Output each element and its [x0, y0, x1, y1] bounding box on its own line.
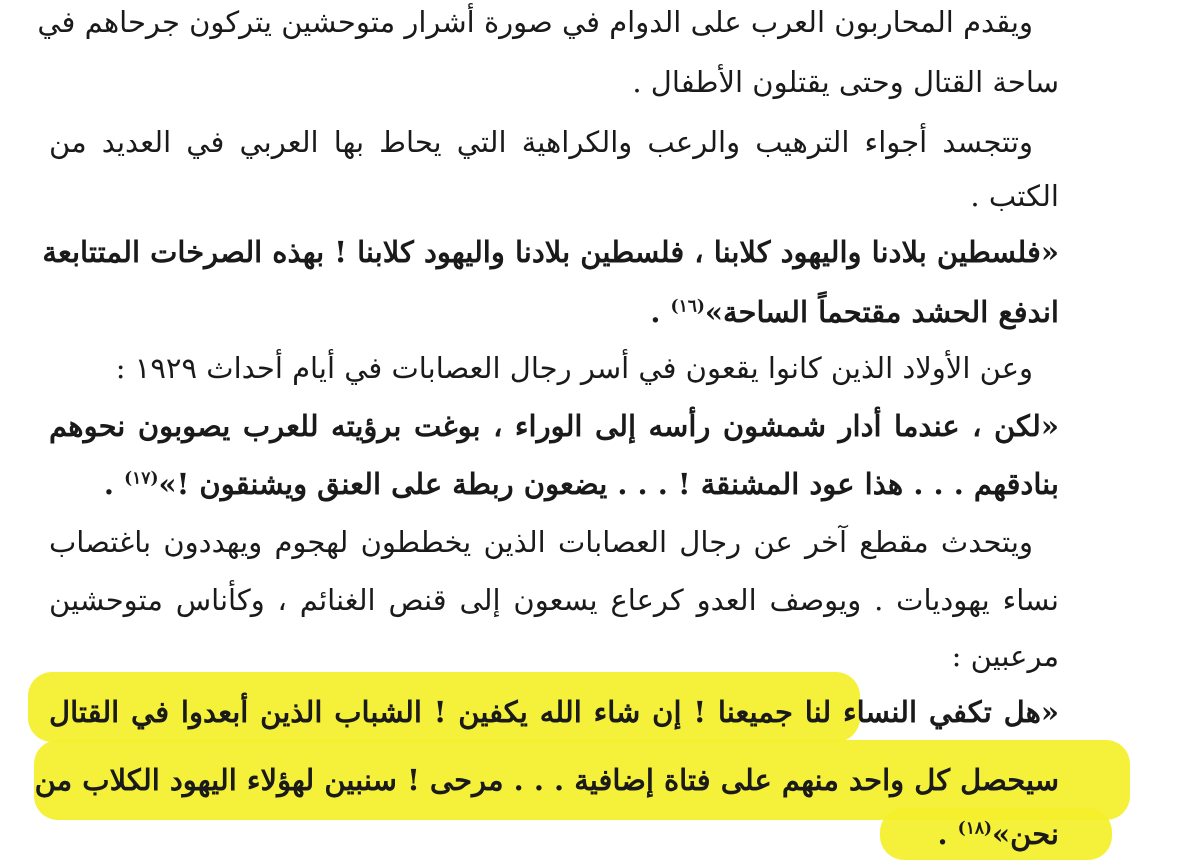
- quote-line: [49, 292, 1059, 332]
- paragraph-line: ساحة القتال وحتى يقتلون الأطفال .: [632, 65, 1059, 99]
- highlighted-quote-line: سيحصل كل واحد منهم على فتاة إضافية . . . مرحى ! سنبين لهؤلاء اليهود الكلاب من: [34, 763, 1059, 797]
- paragraph-line: ويقدم المحاربون العرب على الدوام في صورة أشرار متوحشين يتركون جرحاهم في: [37, 5, 1033, 39]
- paragraph-line: الكتب .: [970, 179, 1059, 213]
- paragraph-line: وتتجسد أجواء الترهيب والرعب والكراهية التي يحاط بها العربي في العديد من: [49, 125, 1033, 159]
- footnote-ref: (١٧): [124, 468, 159, 489]
- quote-line: «لكن ، عندما أدار شمشون رأسه إلى الوراء ، بوغت برؤيته للعرب يصوبون نحوهم: [49, 409, 1059, 443]
- paragraph-line: ويتحدث مقطع آخر عن رجال العصابات الذين يخططون لهجوم ويهددون باغتصاب: [49, 525, 1033, 559]
- highlighted-quote-line: «هل تكفي النساء لنا جميعنا ! إن شاء الله يكفين ! الشباب الذين أبعدوا في القتال: [49, 695, 1059, 729]
- quote-tail: .: [650, 295, 671, 329]
- quote-line: «فلسطين بلادنا واليهود كلابنا ، فلسطين بلادنا واليهود كلابنا ! بهذه الصرخات المتتابعة: [42, 235, 1059, 269]
- quote-tail: .: [937, 817, 958, 851]
- quote-line: [49, 464, 1059, 504]
- footnote-ref: (١٨): [957, 818, 992, 839]
- quote-text: نحن»: [992, 817, 1059, 851]
- quote-text: بنادقهم . . . هذا عود المشنقة ! . . . يضعون ربطة على العنق ويشنقون !»: [158, 467, 1059, 501]
- quote-tail: .: [103, 467, 125, 501]
- quote-text: اندفع الحشد مقتحماً الساحة»: [704, 295, 1059, 329]
- paragraph-line: وعن الأولاد الذين كانوا يقعون في أسر رجال العصابات في أيام أحداث ١٩٢٩ :: [115, 351, 1033, 385]
- paragraph-line: نساء يهوديات . ويوصف العدو كرعاع يسعون إلى قنص الغنائم ، وكأناس متوحشين: [49, 583, 1059, 617]
- paragraph-line: مرعبين :: [951, 639, 1059, 673]
- footnote-ref: (١٦): [670, 296, 705, 317]
- highlighted-quote-line: [49, 814, 1059, 854]
